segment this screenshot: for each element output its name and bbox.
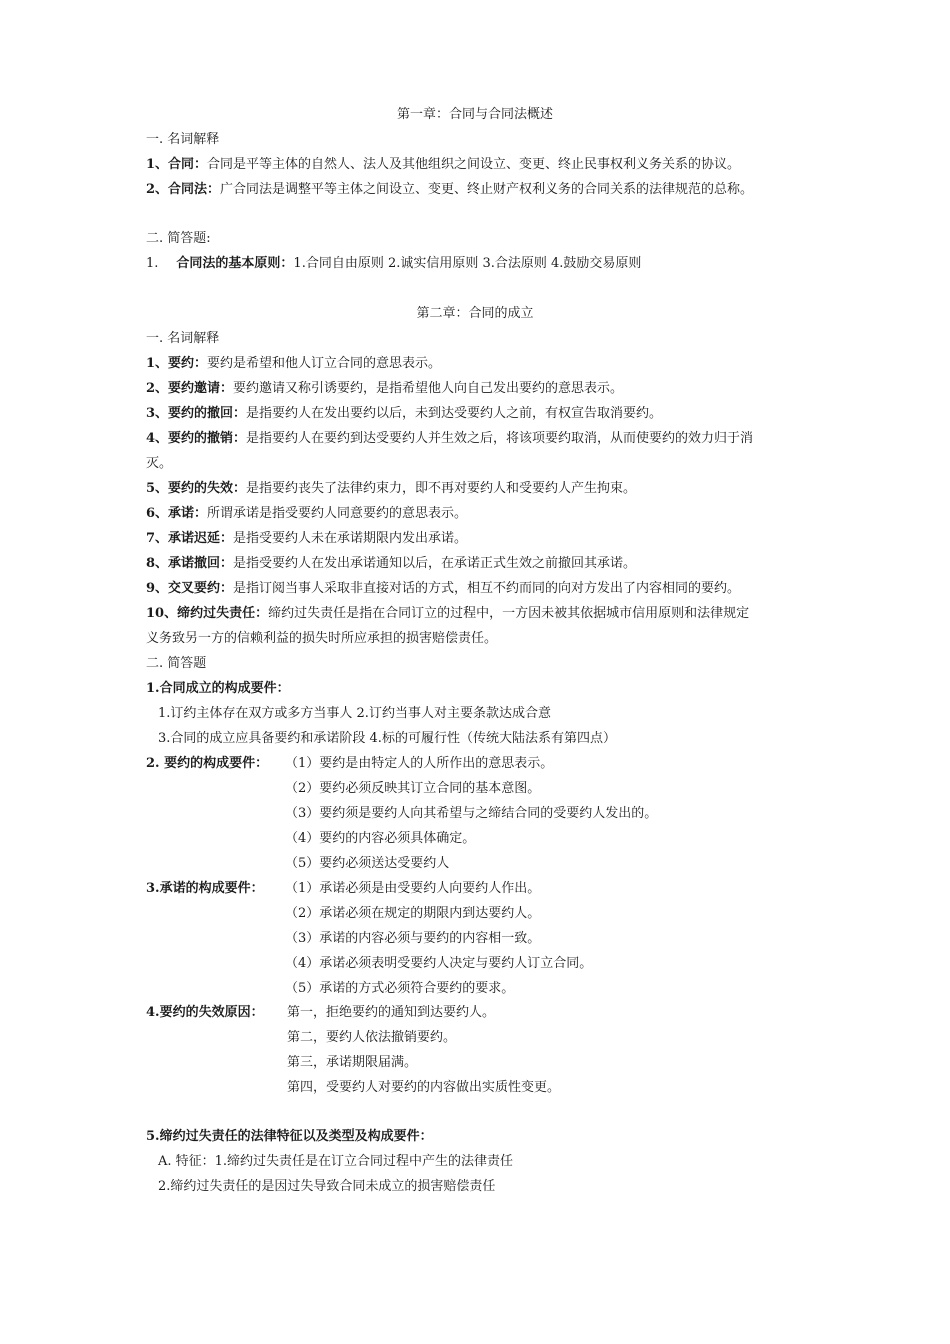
definition-term: 1、要约： bbox=[146, 356, 208, 371]
question-2-line-5: （5）要约必须送达受要约人 bbox=[285, 856, 450, 871]
definition-term: 2、要约邀请： bbox=[146, 381, 234, 396]
question-4-title: 4.要约的失效原因： bbox=[146, 1005, 264, 1020]
ch2-definition-1 bbox=[146, 355, 441, 373]
ch2-definition-10 bbox=[146, 605, 749, 623]
definition-text: 是指要约人在要约到达受要约人并生效之后，将该项要约取消，从而使要约的效力归于消 bbox=[246, 431, 754, 446]
definition-term: 9、交叉要约： bbox=[146, 581, 234, 596]
question-4-line-4: 第四，受要约人对要约的内容做出实质性变更。 bbox=[287, 1080, 561, 1095]
definition-term: 5、要约的失效： bbox=[146, 481, 247, 496]
ch2-definition-6 bbox=[146, 505, 467, 523]
definition-text: 缔约过失责任是指在合同订立的过程中，一方因未被其依据城市信用原则和法律规定 bbox=[268, 606, 750, 621]
question-1-line-2: 3.合同的成立应具备要约和承诺阶段 4.标的可履行性（传统大陆法系有第四点） bbox=[158, 731, 616, 746]
question-4-line-2: 第二，要约人依法撤销要约。 bbox=[287, 1030, 457, 1045]
question-3-line-3: （3）承诺的内容必须与要约的内容相一致。 bbox=[285, 931, 541, 946]
ch2-section-2-heading: 二. 简答题 bbox=[146, 656, 207, 671]
question-number: 1. bbox=[146, 256, 159, 271]
definition-text: 合同是平等主体的自然人、法人及其他组织之间设立、变更、终止民事权利义务关系的协议。 bbox=[207, 157, 741, 172]
question-1-line-1: 1.订约主体存在双方或多方当事人 2.订约当事人对主要条款达成合意 bbox=[158, 706, 551, 721]
ch2-definition-4 bbox=[146, 430, 753, 448]
definition-text: 广合同法是调整平等主体之间设立、变更、终止财产权利义务的合同关系的法律规范的总称。 bbox=[220, 182, 754, 197]
question-2-line-1: （1）要约是由特定人的人所作出的意思表示。 bbox=[285, 756, 554, 771]
definition-text: 要约是希望和他人订立合同的意思表示。 bbox=[207, 356, 442, 371]
ch2-definition-10-continued: 义务致另一方的信赖利益的损失时所应承担的损害赔偿责任。 bbox=[146, 631, 498, 646]
ch2-definition-7 bbox=[146, 530, 467, 548]
definition-text: 是指受要约人未在承诺期限内发出承诺。 bbox=[233, 531, 468, 546]
definition-text: 所谓承诺是指受要约人同意要约的意思表示。 bbox=[207, 506, 468, 521]
question-2-line-4: （4）要约的内容必须具体确定。 bbox=[285, 831, 476, 846]
definition-text: 是指订阅当事人采取非直接对话的方式，相互不约而同的向对方发出了内容相同的要约。 bbox=[233, 581, 741, 596]
question-text: 1.合同自由原则 2.诚实信用原则 3.合法原则 4.鼓励交易原则 bbox=[293, 256, 642, 271]
ch2-definition-8 bbox=[146, 555, 636, 573]
question-4-line-1: 第一，拒绝要约的通知到达要约人。 bbox=[287, 1005, 496, 1020]
ch1-definition-1 bbox=[146, 156, 740, 174]
ch1-question-1 bbox=[146, 255, 641, 273]
question-2-line-2: （2）要约必须反映其订立合同的基本意图。 bbox=[285, 781, 541, 796]
definition-text: 是指受要约人在发出承诺通知以后，在承诺正式生效之前撤回其承诺。 bbox=[233, 556, 637, 571]
definition-text: 是指要约人在发出要约以后，未到达受要约人之前，有权宣告取消要约。 bbox=[246, 406, 663, 421]
question-2-line-3: （3）要约须是要约人向其希望与之缔结合同的受要约人发出的。 bbox=[285, 806, 658, 821]
definition-term: 3、要约的撤回： bbox=[146, 406, 247, 421]
ch1-definition-2 bbox=[146, 181, 753, 199]
definition-term: 6、承诺： bbox=[146, 506, 208, 521]
question-4-line-3: 第三，承诺期限届满。 bbox=[287, 1055, 418, 1070]
question-3-line-4: （4）承诺必须表明受要约人决定与要约人订立合同。 bbox=[285, 956, 593, 971]
ch2-section-1-heading: 一. 名词解释 bbox=[146, 331, 220, 346]
definition-term: 8、承诺撤回： bbox=[146, 556, 234, 571]
ch1-section-2-heading: 二. 简答题: bbox=[146, 231, 211, 246]
definition-term: 10、缔约过失责任： bbox=[146, 606, 269, 621]
question-term: 合同法的基本原则： bbox=[176, 256, 294, 271]
ch1-section-1-heading: 一. 名词解释 bbox=[146, 132, 220, 147]
question-5-title: 5.缔约过失责任的法律特征以及类型及构成要件： bbox=[146, 1129, 433, 1144]
definition-text: 是指要约丧失了法律约束力，即不再对要约人和受要约人产生拘束。 bbox=[246, 481, 637, 496]
question-1-title: 1.合同成立的构成要件： bbox=[146, 681, 290, 696]
ch2-definition-3 bbox=[146, 405, 662, 423]
definition-term: 1、合同： bbox=[146, 157, 208, 172]
question-3-line-1: （1）承诺必须是由受要约人向要约人作出。 bbox=[285, 881, 541, 896]
definition-text: 要约邀请又称引诱要约，是指希望他人向自己发出要约的意思表示。 bbox=[233, 381, 624, 396]
ch2-definition-4-continued: 灭。 bbox=[146, 456, 173, 471]
definition-term: 7、承诺迟延： bbox=[146, 531, 234, 546]
definition-term: 2、合同法： bbox=[146, 182, 221, 197]
ch2-definition-9 bbox=[146, 580, 740, 598]
question-5-line-1: A. 特征：1.缔约过失责任是在订立合同过程中产生的法律责任 bbox=[158, 1154, 514, 1169]
question-3-title: 3.承诺的构成要件： bbox=[146, 881, 264, 896]
chapter-1-title: 第一章：合同与合同法概述 bbox=[396, 107, 553, 122]
question-3-line-5: （5）承诺的方式必须符合要约的要求。 bbox=[285, 981, 515, 996]
question-2-title: 2. 要约的构成要件： bbox=[146, 756, 269, 771]
ch2-definition-2 bbox=[146, 380, 623, 398]
chapter-2-title: 第二章：合同的成立 bbox=[416, 306, 534, 321]
definition-term: 4、要约的撤销： bbox=[146, 431, 247, 446]
question-3-line-2: （2）承诺必须在规定的期限内到达要约人。 bbox=[285, 906, 541, 921]
ch2-definition-5 bbox=[146, 480, 636, 498]
question-5-line-2: 2.缔约过失责任的是因过失导致合同未成立的损害赔偿责任 bbox=[158, 1179, 496, 1194]
